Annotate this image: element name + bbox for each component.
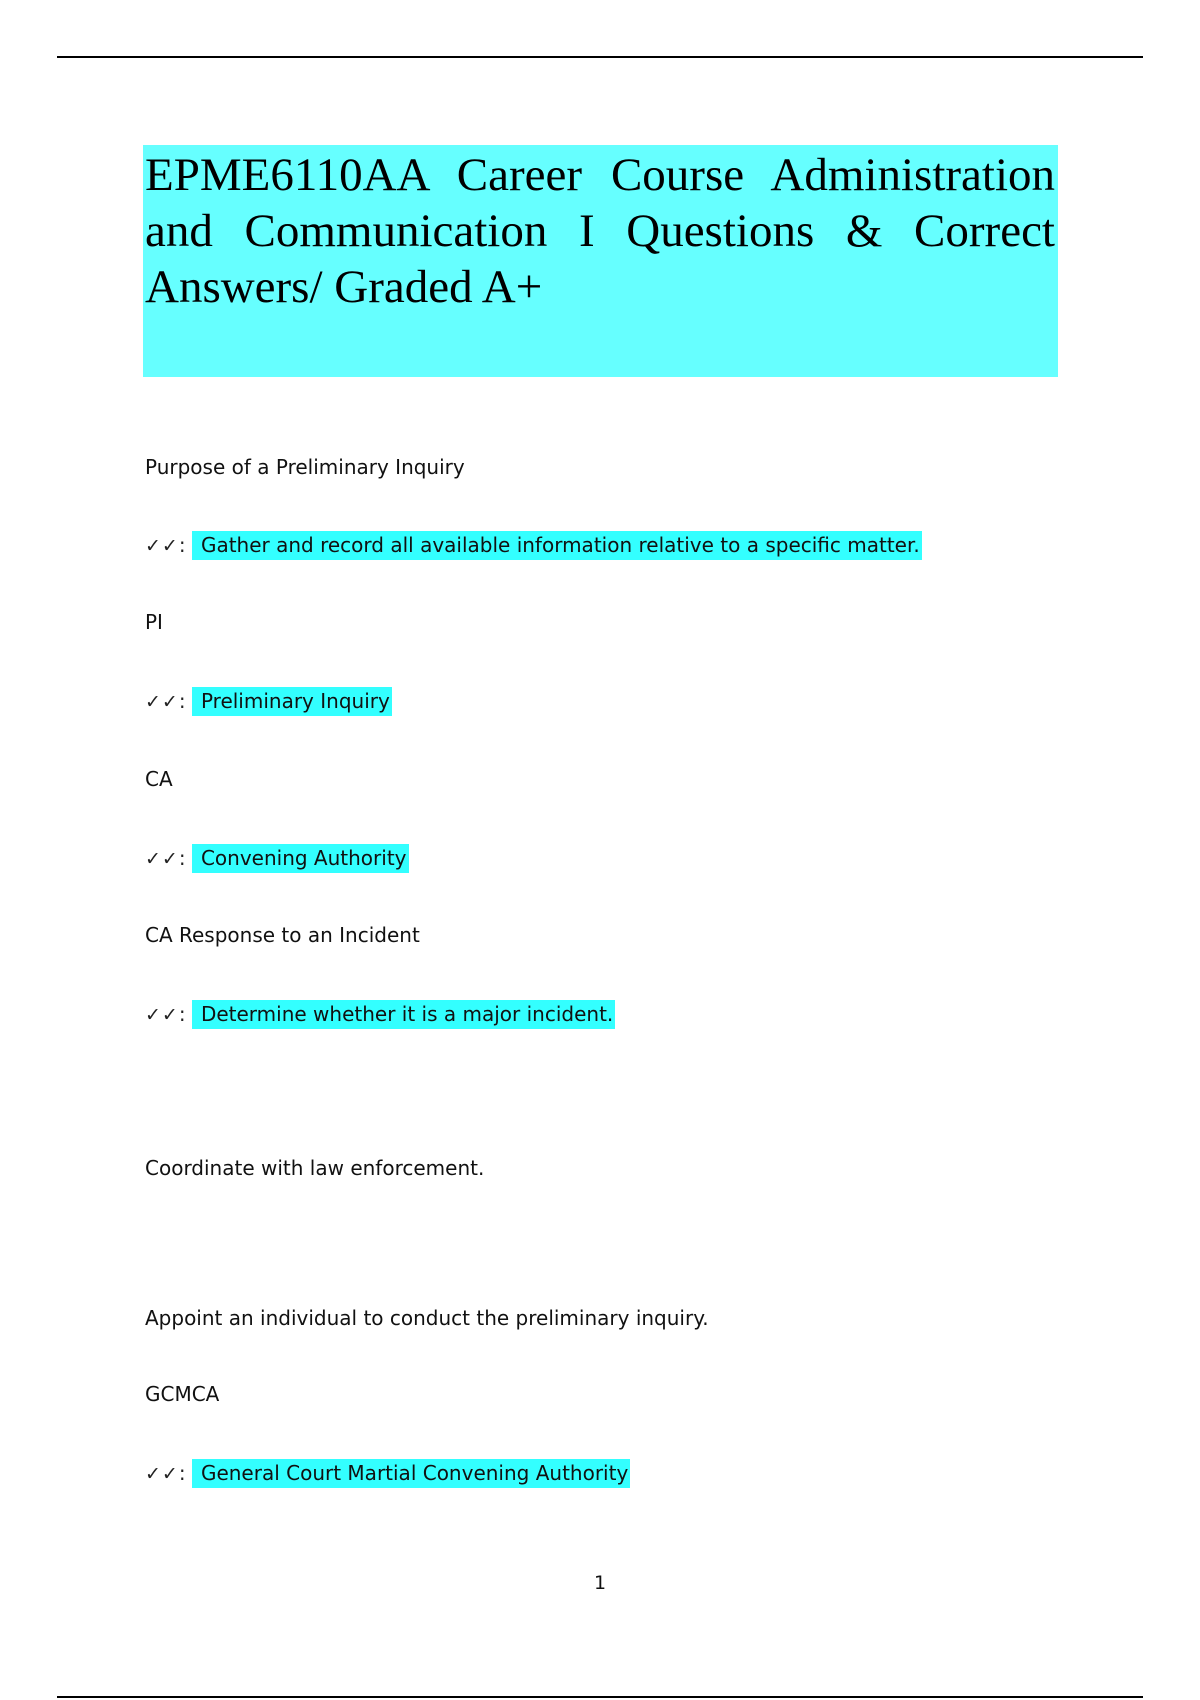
answer-line (145, 686, 392, 717)
answer-separator: : (178, 689, 186, 713)
question-term: CA (145, 767, 173, 791)
answer-separator: : (178, 1002, 186, 1026)
header-rule (57, 56, 1143, 58)
answer-text: Preliminary Inquiry (192, 687, 392, 716)
answer-text: Gather and record all available information relative to a specific matter. (192, 531, 922, 560)
answer-separator: : (178, 846, 186, 870)
answer-line (145, 1458, 630, 1489)
answer-text: Determine whether it is a major incident. (192, 1000, 615, 1029)
answer-line (145, 530, 922, 561)
question-term: GCMCA (145, 1382, 220, 1406)
double-check-icon: ✓✓ (145, 1463, 179, 1485)
double-check-icon: ✓✓ (145, 535, 179, 557)
double-check-icon: ✓✓ (145, 848, 179, 870)
answer-separator: : (178, 533, 186, 557)
document-title: EPME6110AA Career Course Administration and Communication I Questions & Correct Answers/ Graded A+ (145, 149, 1055, 313)
question-term: CA Response to an Incident (145, 923, 420, 947)
answer-line (145, 843, 409, 874)
page-number: 1 (593, 1572, 607, 1594)
continuation-line: Coordinate with law enforcement. (145, 1156, 485, 1180)
answer-text: General Court Martial Convening Authority (192, 1459, 630, 1488)
continuation-line: Appoint an individual to conduct the preliminary inquiry. (145, 1306, 709, 1330)
double-check-icon: ✓✓ (145, 691, 179, 713)
question-term: PI (145, 610, 163, 634)
answer-line (145, 999, 615, 1030)
question-term: Purpose of a Preliminary Inquiry (145, 455, 465, 479)
footer-rule (57, 1696, 1143, 1698)
answer-text: Convening Authority (192, 844, 409, 873)
double-check-icon: ✓✓ (145, 1004, 179, 1026)
answer-separator: : (178, 1461, 186, 1485)
